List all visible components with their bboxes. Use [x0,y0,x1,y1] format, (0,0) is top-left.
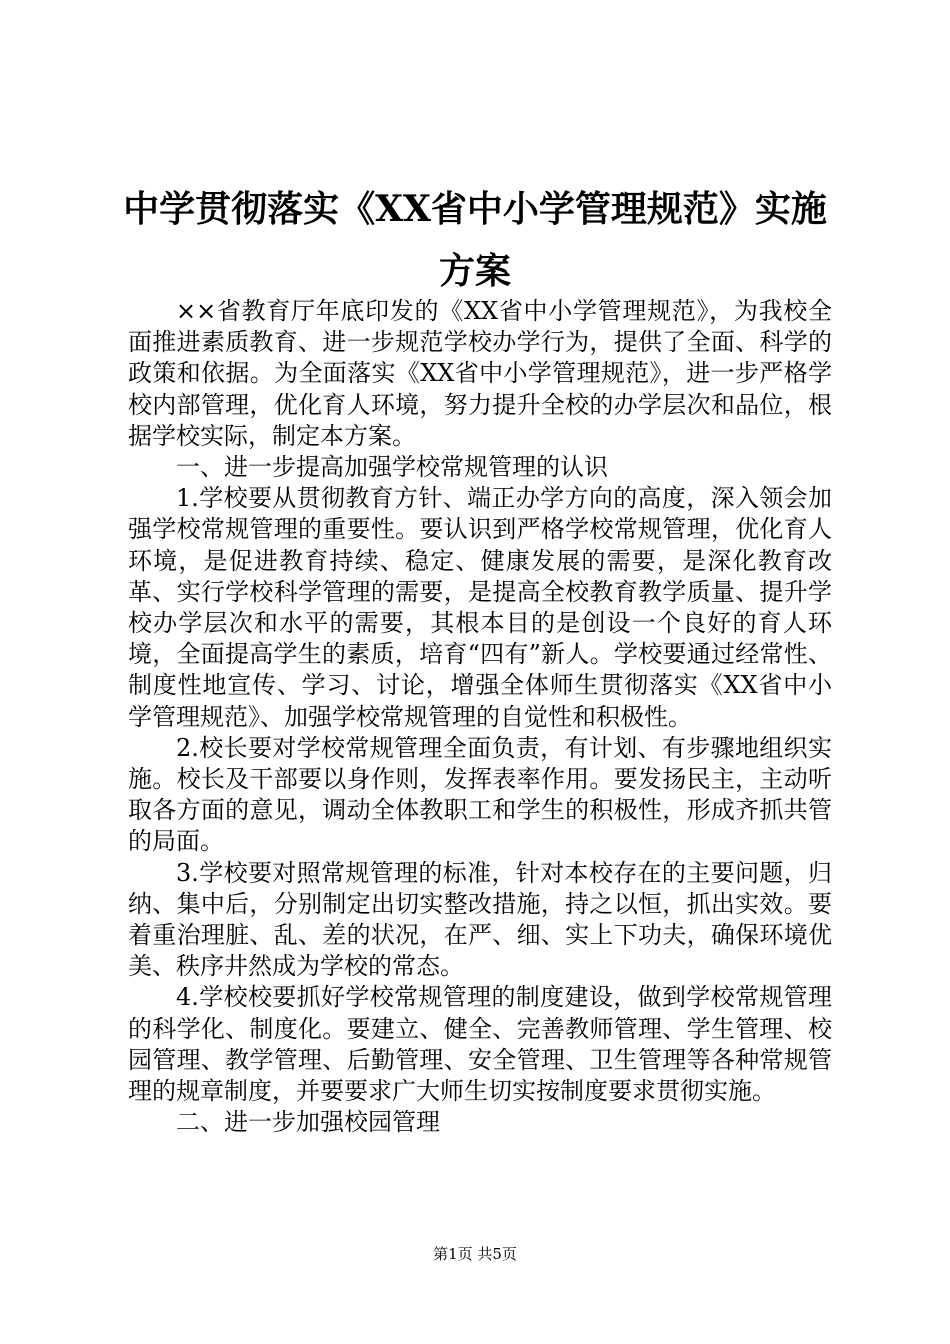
title-line-2: 方案 [438,250,511,292]
body-paragraph-2: 2.校长要对学校常规管理全面负责，有计划、有步骤地组织实施。校长及干部要以身作则，发挥表率作用。要发扬民主，主动听取各方面的意见，调动全体教职工和学生的积极性，形成齐抓共管的局面。 [128,733,832,856]
body-paragraph-3: 3.学校要对照常规管理的标准，针对本校存在的主要问题，归纳、集中后，分别制定出切实整改措施，持之以恒，抓出实效。要着重治理脏、乱、差的状况，在严、细、实上下功夫，确保环境优美、秩序井然成为学校的常态。 [128,858,832,981]
body-paragraph-4: 4.学校校要抓好学校常规管理的制度建设，做到学校常规管理的科学化、制度化。要建立、健全、完善教师管理、学生管理、校园管理、教学管理、后勤管理、安全管理、卫生管理等各种常规管理的规章制度，并要要求广大师生切实按制度要求贯彻实施。 [128,983,832,1106]
body-paragraph-1: 1.学校要从贯彻教育方针、端正办学方向的高度，深入领会加强学校常规管理的重要性。要认识到严格学校常规管理，优化育人环境，是促进教育持续、稳定、健康发展的需要，是深化教育改革、实行学校科学管理的需要，是提高全校教育教学质量、提升学校办学层次和水平的需要，其根本目的是创设一个良好的育人环境，全面提高学生的素质，培育“四有”新人。学校要通过经常性、制度性地宣传、学习、讨论，增强全体师生贯彻落实《XX省中小学管理规范》、加强学校常规管理的自觉性和积极性。 [128,484,832,731]
section-heading-1: 一、进一步提高加强学校常规管理的认识 [176,453,608,482]
section-heading-2: 二、进一步加强校园管理 [176,1108,440,1137]
document-title [100,178,850,302]
document-body [128,296,832,1138]
title-line-1: 中学贯彻落实《XX省中小学管理规范》实施 [123,188,827,230]
intro-paragraph: ××省教育厅年底印发的《XX省中小学管理规范》，为我校全面推进素质教育、进一步规范学校办学行为，提供了全面、科学的政策和依据。为全面落实《XX省中小学管理规范》，进一步严格学校内部管理，优化育人环境，努力提升全校的办学层次和品位，根据学校实际，制定本方案。 [128,297,832,450]
page-footer: 第1页 共5页 [433,1245,517,1263]
